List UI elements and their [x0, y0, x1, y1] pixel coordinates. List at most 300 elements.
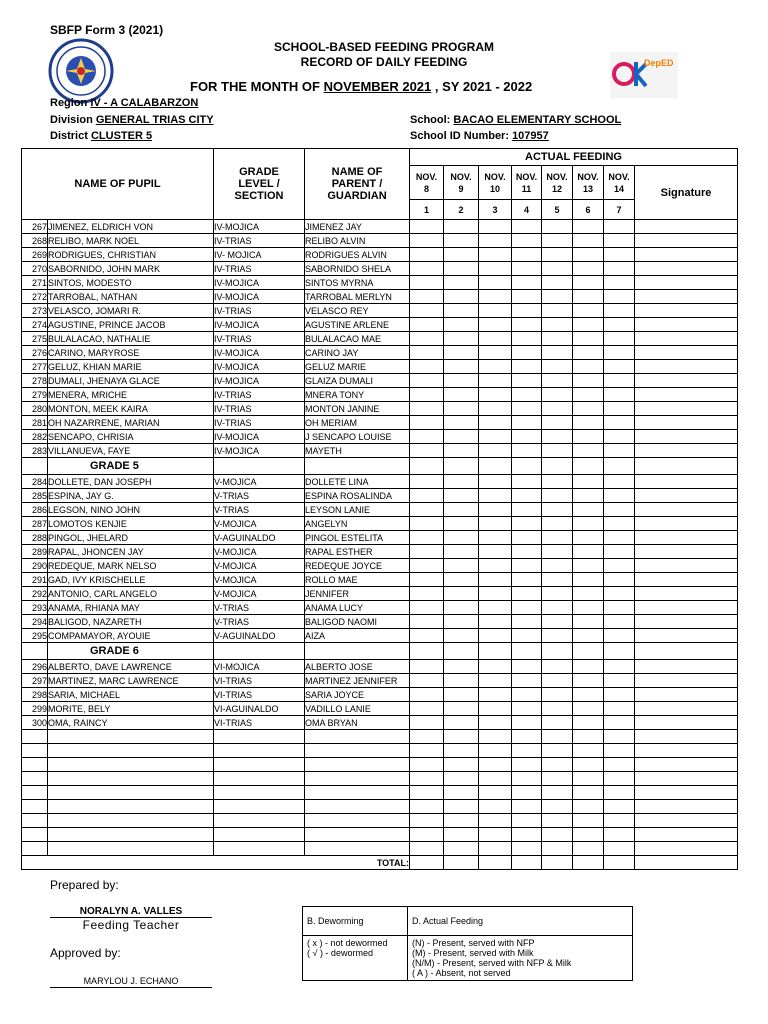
- feeding-cell[interactable]: [410, 388, 444, 402]
- feeding-cell[interactable]: [444, 674, 479, 688]
- feeding-cell[interactable]: [410, 503, 444, 517]
- signature-cell[interactable]: [635, 318, 738, 332]
- feeding-cell[interactable]: [542, 828, 573, 842]
- feeding-cell[interactable]: [410, 842, 444, 856]
- feeding-cell[interactable]: [573, 248, 604, 262]
- feeding-cell[interactable]: [479, 503, 512, 517]
- feeding-cell[interactable]: [542, 716, 573, 730]
- feeding-cell[interactable]: [512, 517, 542, 531]
- feeding-cell[interactable]: [479, 262, 512, 276]
- feeding-cell[interactable]: [444, 730, 479, 744]
- feeding-cell[interactable]: [479, 531, 512, 545]
- feeding-cell[interactable]: [573, 276, 604, 290]
- feeding-cell[interactable]: [542, 587, 573, 601]
- feeding-cell[interactable]: [512, 475, 542, 489]
- feeding-cell[interactable]: [479, 629, 512, 643]
- signature-cell[interactable]: [635, 601, 738, 615]
- feeding-cell[interactable]: [410, 559, 444, 573]
- feeding-cell[interactable]: [542, 234, 573, 248]
- feeding-cell[interactable]: [410, 716, 444, 730]
- feeding-cell[interactable]: [410, 262, 444, 276]
- feeding-cell[interactable]: [410, 374, 444, 388]
- feeding-cell[interactable]: [479, 360, 512, 374]
- feeding-cell[interactable]: [479, 688, 512, 702]
- feeding-cell[interactable]: [573, 290, 604, 304]
- signature-cell[interactable]: [635, 416, 738, 430]
- feeding-cell[interactable]: [573, 660, 604, 674]
- feeding-cell[interactable]: [512, 559, 542, 573]
- signature-cell[interactable]: [635, 262, 738, 276]
- feeding-cell[interactable]: [604, 786, 635, 800]
- feeding-cell[interactable]: [512, 332, 542, 346]
- signature-cell[interactable]: [635, 842, 738, 856]
- feeding-cell[interactable]: [444, 601, 479, 615]
- feeding-cell[interactable]: [573, 587, 604, 601]
- feeding-cell[interactable]: [542, 402, 573, 416]
- feeding-cell[interactable]: [542, 416, 573, 430]
- feeding-cell[interactable]: [512, 716, 542, 730]
- feeding-cell[interactable]: [479, 374, 512, 388]
- feeding-cell[interactable]: [512, 262, 542, 276]
- feeding-cell[interactable]: [479, 234, 512, 248]
- feeding-cell[interactable]: [444, 402, 479, 416]
- feeding-cell[interactable]: [479, 489, 512, 503]
- feeding-cell[interactable]: [444, 248, 479, 262]
- feeding-cell[interactable]: [479, 587, 512, 601]
- feeding-cell[interactable]: [444, 772, 479, 786]
- signature-cell[interactable]: [635, 814, 738, 828]
- feeding-cell[interactable]: [444, 276, 479, 290]
- feeding-cell[interactable]: [410, 744, 444, 758]
- feeding-cell[interactable]: [410, 601, 444, 615]
- feeding-cell[interactable]: [512, 360, 542, 374]
- feeding-cell[interactable]: [512, 545, 542, 559]
- feeding-cell[interactable]: [573, 220, 604, 234]
- feeding-cell[interactable]: [444, 503, 479, 517]
- feeding-cell[interactable]: [573, 304, 604, 318]
- feeding-cell[interactable]: [410, 248, 444, 262]
- feeding-cell[interactable]: [479, 660, 512, 674]
- total-cell[interactable]: [479, 856, 512, 870]
- feeding-cell[interactable]: [604, 388, 635, 402]
- feeding-cell[interactable]: [542, 304, 573, 318]
- feeding-cell[interactable]: [604, 573, 635, 587]
- signature-cell[interactable]: [635, 800, 738, 814]
- feeding-cell[interactable]: [604, 702, 635, 716]
- signature-cell[interactable]: [635, 444, 738, 458]
- feeding-cell[interactable]: [542, 430, 573, 444]
- feeding-cell[interactable]: [573, 545, 604, 559]
- total-cell[interactable]: [542, 856, 573, 870]
- feeding-cell[interactable]: [542, 444, 573, 458]
- feeding-cell[interactable]: [573, 615, 604, 629]
- signature-cell[interactable]: [635, 475, 738, 489]
- feeding-cell[interactable]: [604, 489, 635, 503]
- feeding-cell[interactable]: [444, 318, 479, 332]
- feeding-cell[interactable]: [573, 688, 604, 702]
- feeding-cell[interactable]: [410, 730, 444, 744]
- feeding-cell[interactable]: [410, 304, 444, 318]
- feeding-cell[interactable]: [542, 360, 573, 374]
- feeding-cell[interactable]: [604, 444, 635, 458]
- feeding-cell[interactable]: [444, 388, 479, 402]
- feeding-cell[interactable]: [444, 800, 479, 814]
- feeding-cell[interactable]: [542, 388, 573, 402]
- feeding-cell[interactable]: [573, 346, 604, 360]
- signature-cell[interactable]: [635, 730, 738, 744]
- feeding-cell[interactable]: [479, 772, 512, 786]
- feeding-cell[interactable]: [542, 730, 573, 744]
- feeding-cell[interactable]: [410, 688, 444, 702]
- feeding-cell[interactable]: [444, 416, 479, 430]
- signature-cell[interactable]: [635, 276, 738, 290]
- signature-cell[interactable]: [635, 573, 738, 587]
- signature-cell[interactable]: [635, 220, 738, 234]
- feeding-cell[interactable]: [512, 346, 542, 360]
- feeding-cell[interactable]: [444, 786, 479, 800]
- feeding-cell[interactable]: [604, 688, 635, 702]
- feeding-cell[interactable]: [512, 660, 542, 674]
- signature-cell[interactable]: [635, 545, 738, 559]
- feeding-cell[interactable]: [512, 842, 542, 856]
- total-cell[interactable]: [604, 856, 635, 870]
- feeding-cell[interactable]: [410, 318, 444, 332]
- feeding-cell[interactable]: [444, 688, 479, 702]
- feeding-cell[interactable]: [542, 814, 573, 828]
- feeding-cell[interactable]: [573, 234, 604, 248]
- feeding-cell[interactable]: [542, 262, 573, 276]
- feeding-cell[interactable]: [512, 814, 542, 828]
- feeding-cell[interactable]: [542, 702, 573, 716]
- total-cell[interactable]: [444, 856, 479, 870]
- feeding-cell[interactable]: [479, 545, 512, 559]
- feeding-cell[interactable]: [479, 318, 512, 332]
- feeding-cell[interactable]: [512, 730, 542, 744]
- feeding-cell[interactable]: [512, 416, 542, 430]
- signature-cell[interactable]: [635, 702, 738, 716]
- signature-cell[interactable]: [635, 489, 738, 503]
- signature-cell[interactable]: [635, 688, 738, 702]
- signature-cell[interactable]: [635, 234, 738, 248]
- feeding-cell[interactable]: [604, 374, 635, 388]
- feeding-cell[interactable]: [573, 573, 604, 587]
- signature-cell[interactable]: [635, 503, 738, 517]
- feeding-cell[interactable]: [512, 688, 542, 702]
- feeding-cell[interactable]: [512, 304, 542, 318]
- feeding-cell[interactable]: [604, 430, 635, 444]
- feeding-cell[interactable]: [410, 828, 444, 842]
- feeding-cell[interactable]: [573, 531, 604, 545]
- feeding-cell[interactable]: [512, 388, 542, 402]
- feeding-cell[interactable]: [479, 304, 512, 318]
- signature-cell[interactable]: [635, 587, 738, 601]
- feeding-cell[interactable]: [573, 674, 604, 688]
- feeding-cell[interactable]: [444, 615, 479, 629]
- feeding-cell[interactable]: [512, 276, 542, 290]
- feeding-cell[interactable]: [410, 416, 444, 430]
- feeding-cell[interactable]: [410, 220, 444, 234]
- feeding-cell[interactable]: [512, 430, 542, 444]
- feeding-cell[interactable]: [444, 290, 479, 304]
- feeding-cell[interactable]: [573, 388, 604, 402]
- feeding-cell[interactable]: [479, 800, 512, 814]
- feeding-cell[interactable]: [444, 346, 479, 360]
- signature-cell[interactable]: [635, 517, 738, 531]
- feeding-cell[interactable]: [542, 545, 573, 559]
- feeding-cell[interactable]: [573, 800, 604, 814]
- feeding-cell[interactable]: [542, 489, 573, 503]
- feeding-cell[interactable]: [542, 688, 573, 702]
- feeding-cell[interactable]: [604, 828, 635, 842]
- feeding-cell[interactable]: [604, 503, 635, 517]
- feeding-cell[interactable]: [604, 545, 635, 559]
- signature-cell[interactable]: [635, 360, 738, 374]
- signature-cell[interactable]: [635, 430, 738, 444]
- feeding-cell[interactable]: [604, 629, 635, 643]
- feeding-cell[interactable]: [410, 402, 444, 416]
- signature-cell[interactable]: [635, 744, 738, 758]
- feeding-cell[interactable]: [573, 402, 604, 416]
- feeding-cell[interactable]: [542, 772, 573, 786]
- feeding-cell[interactable]: [542, 332, 573, 346]
- feeding-cell[interactable]: [573, 772, 604, 786]
- feeding-cell[interactable]: [479, 730, 512, 744]
- feeding-cell[interactable]: [542, 786, 573, 800]
- feeding-cell[interactable]: [479, 559, 512, 573]
- feeding-cell[interactable]: [542, 503, 573, 517]
- feeding-cell[interactable]: [444, 360, 479, 374]
- feeding-cell[interactable]: [512, 290, 542, 304]
- feeding-cell[interactable]: [479, 674, 512, 688]
- signature-cell[interactable]: [635, 716, 738, 730]
- feeding-cell[interactable]: [573, 475, 604, 489]
- signature-cell[interactable]: [635, 402, 738, 416]
- signature-cell[interactable]: [635, 615, 738, 629]
- feeding-cell[interactable]: [512, 772, 542, 786]
- feeding-cell[interactable]: [479, 758, 512, 772]
- feeding-cell[interactable]: [604, 814, 635, 828]
- feeding-cell[interactable]: [512, 220, 542, 234]
- feeding-cell[interactable]: [573, 559, 604, 573]
- feeding-cell[interactable]: [479, 814, 512, 828]
- feeding-cell[interactable]: [573, 416, 604, 430]
- signature-cell[interactable]: [635, 660, 738, 674]
- signature-cell[interactable]: [635, 772, 738, 786]
- signature-cell[interactable]: [635, 758, 738, 772]
- feeding-cell[interactable]: [479, 332, 512, 346]
- feeding-cell[interactable]: [444, 374, 479, 388]
- feeding-cell[interactable]: [542, 276, 573, 290]
- feeding-cell[interactable]: [573, 629, 604, 643]
- feeding-cell[interactable]: [542, 374, 573, 388]
- feeding-cell[interactable]: [604, 416, 635, 430]
- feeding-cell[interactable]: [604, 517, 635, 531]
- feeding-cell[interactable]: [512, 601, 542, 615]
- feeding-cell[interactable]: [479, 615, 512, 629]
- feeding-cell[interactable]: [542, 517, 573, 531]
- feeding-cell[interactable]: [444, 531, 479, 545]
- feeding-cell[interactable]: [410, 800, 444, 814]
- signature-cell[interactable]: [635, 674, 738, 688]
- signature-cell[interactable]: [635, 304, 738, 318]
- feeding-cell[interactable]: [573, 262, 604, 276]
- feeding-cell[interactable]: [604, 304, 635, 318]
- feeding-cell[interactable]: [573, 730, 604, 744]
- feeding-cell[interactable]: [604, 601, 635, 615]
- feeding-cell[interactable]: [542, 531, 573, 545]
- feeding-cell[interactable]: [479, 716, 512, 730]
- signature-cell[interactable]: [635, 290, 738, 304]
- feeding-cell[interactable]: [573, 716, 604, 730]
- feeding-cell[interactable]: [542, 629, 573, 643]
- feeding-cell[interactable]: [444, 430, 479, 444]
- feeding-cell[interactable]: [604, 346, 635, 360]
- feeding-cell[interactable]: [479, 702, 512, 716]
- feeding-cell[interactable]: [573, 503, 604, 517]
- feeding-cell[interactable]: [604, 615, 635, 629]
- feeding-cell[interactable]: [479, 573, 512, 587]
- signature-cell[interactable]: [635, 374, 738, 388]
- feeding-cell[interactable]: [479, 601, 512, 615]
- feeding-cell[interactable]: [573, 318, 604, 332]
- feeding-cell[interactable]: [604, 660, 635, 674]
- feeding-cell[interactable]: [479, 402, 512, 416]
- feeding-cell[interactable]: [542, 758, 573, 772]
- feeding-cell[interactable]: [512, 629, 542, 643]
- feeding-cell[interactable]: [573, 758, 604, 772]
- feeding-cell[interactable]: [512, 800, 542, 814]
- feeding-cell[interactable]: [479, 220, 512, 234]
- feeding-cell[interactable]: [512, 615, 542, 629]
- feeding-cell[interactable]: [573, 842, 604, 856]
- feeding-cell[interactable]: [604, 559, 635, 573]
- feeding-cell[interactable]: [479, 430, 512, 444]
- feeding-cell[interactable]: [479, 828, 512, 842]
- feeding-cell[interactable]: [410, 758, 444, 772]
- feeding-cell[interactable]: [479, 290, 512, 304]
- feeding-cell[interactable]: [542, 318, 573, 332]
- feeding-cell[interactable]: [410, 346, 444, 360]
- feeding-cell[interactable]: [410, 629, 444, 643]
- feeding-cell[interactable]: [542, 573, 573, 587]
- feeding-cell[interactable]: [512, 786, 542, 800]
- feeding-cell[interactable]: [604, 716, 635, 730]
- feeding-cell[interactable]: [573, 489, 604, 503]
- feeding-cell[interactable]: [410, 332, 444, 346]
- feeding-cell[interactable]: [410, 234, 444, 248]
- signature-cell[interactable]: [635, 559, 738, 573]
- feeding-cell[interactable]: [604, 318, 635, 332]
- feeding-cell[interactable]: [479, 388, 512, 402]
- feeding-cell[interactable]: [444, 758, 479, 772]
- feeding-cell[interactable]: [542, 674, 573, 688]
- feeding-cell[interactable]: [573, 332, 604, 346]
- feeding-cell[interactable]: [479, 346, 512, 360]
- total-cell[interactable]: [573, 856, 604, 870]
- feeding-cell[interactable]: [542, 744, 573, 758]
- feeding-cell[interactable]: [444, 220, 479, 234]
- feeding-cell[interactable]: [512, 248, 542, 262]
- feeding-cell[interactable]: [604, 744, 635, 758]
- feeding-cell[interactable]: [444, 545, 479, 559]
- signature-cell[interactable]: [635, 828, 738, 842]
- feeding-cell[interactable]: [479, 786, 512, 800]
- feeding-cell[interactable]: [573, 374, 604, 388]
- feeding-cell[interactable]: [410, 786, 444, 800]
- feeding-cell[interactable]: [444, 702, 479, 716]
- feeding-cell[interactable]: [479, 248, 512, 262]
- feeding-cell[interactable]: [410, 545, 444, 559]
- feeding-cell[interactable]: [512, 674, 542, 688]
- feeding-cell[interactable]: [444, 814, 479, 828]
- feeding-cell[interactable]: [604, 730, 635, 744]
- feeding-cell[interactable]: [542, 559, 573, 573]
- feeding-cell[interactable]: [604, 674, 635, 688]
- signature-cell[interactable]: [635, 786, 738, 800]
- feeding-cell[interactable]: [542, 800, 573, 814]
- feeding-cell[interactable]: [512, 531, 542, 545]
- feeding-cell[interactable]: [410, 573, 444, 587]
- feeding-cell[interactable]: [512, 573, 542, 587]
- feeding-cell[interactable]: [410, 660, 444, 674]
- feeding-cell[interactable]: [444, 332, 479, 346]
- signature-cell[interactable]: [635, 388, 738, 402]
- feeding-cell[interactable]: [604, 332, 635, 346]
- feeding-cell[interactable]: [573, 601, 604, 615]
- feeding-cell[interactable]: [604, 758, 635, 772]
- feeding-cell[interactable]: [573, 786, 604, 800]
- feeding-cell[interactable]: [444, 517, 479, 531]
- feeding-cell[interactable]: [542, 842, 573, 856]
- feeding-cell[interactable]: [444, 444, 479, 458]
- feeding-cell[interactable]: [410, 587, 444, 601]
- feeding-cell[interactable]: [604, 276, 635, 290]
- feeding-cell[interactable]: [604, 800, 635, 814]
- feeding-cell[interactable]: [512, 758, 542, 772]
- feeding-cell[interactable]: [512, 374, 542, 388]
- feeding-cell[interactable]: [542, 601, 573, 615]
- feeding-cell[interactable]: [604, 842, 635, 856]
- feeding-cell[interactable]: [512, 702, 542, 716]
- feeding-cell[interactable]: [444, 475, 479, 489]
- feeding-cell[interactable]: [512, 828, 542, 842]
- signature-cell[interactable]: [635, 332, 738, 346]
- feeding-cell[interactable]: [479, 475, 512, 489]
- feeding-cell[interactable]: [573, 702, 604, 716]
- feeding-cell[interactable]: [410, 615, 444, 629]
- total-cell[interactable]: [512, 856, 542, 870]
- feeding-cell[interactable]: [604, 290, 635, 304]
- feeding-cell[interactable]: [444, 587, 479, 601]
- feeding-cell[interactable]: [410, 674, 444, 688]
- feeding-cell[interactable]: [512, 444, 542, 458]
- feeding-cell[interactable]: [410, 531, 444, 545]
- feeding-cell[interactable]: [479, 276, 512, 290]
- feeding-cell[interactable]: [604, 248, 635, 262]
- feeding-cell[interactable]: [479, 744, 512, 758]
- feeding-cell[interactable]: [542, 475, 573, 489]
- feeding-cell[interactable]: [604, 475, 635, 489]
- feeding-cell[interactable]: [604, 772, 635, 786]
- feeding-cell[interactable]: [410, 444, 444, 458]
- feeding-cell[interactable]: [444, 559, 479, 573]
- feeding-cell[interactable]: [444, 489, 479, 503]
- feeding-cell[interactable]: [573, 814, 604, 828]
- feeding-cell[interactable]: [444, 716, 479, 730]
- feeding-cell[interactable]: [604, 262, 635, 276]
- feeding-cell[interactable]: [444, 262, 479, 276]
- feeding-cell[interactable]: [573, 360, 604, 374]
